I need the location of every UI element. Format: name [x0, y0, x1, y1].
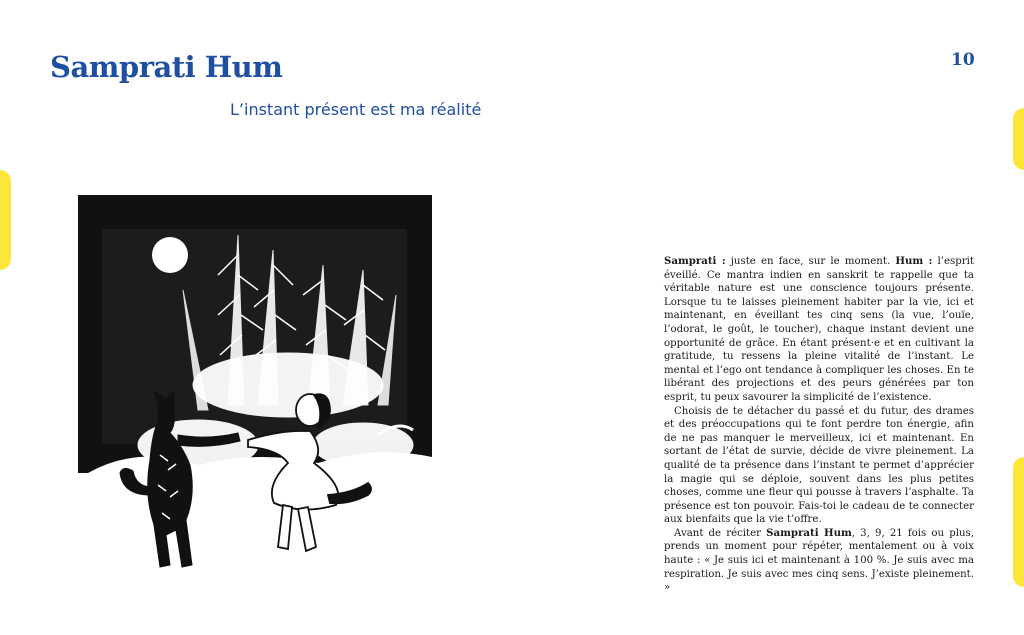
paragraph-2: Choisis de te détacher du passé et du futur, des drames et des préoccupations qui te font perdre ton énergie, afin de ne pas manquer le merveilleux, ici et maintenant. En sortant de l’état de survie, décide de vivre pleinement. La qualité de ta présence dans l’instant te permet d’apprécier la magie qui se déploie, souvent dans les plus petites choses, comme une fleur qui pousse à travers l’asphalte. Ta présence est ton pouvoir. Fais-toi le cadeau de te connecter aux bienfaits que la vie t’offre.	[664, 405, 974, 526]
moon-dance-illustration-icon	[78, 195, 432, 575]
yellow-tab-right-top	[1013, 108, 1024, 170]
page-subtitle: L’instant présent est ma réalité	[230, 100, 482, 119]
yellow-tab-right-bottom	[1013, 457, 1024, 587]
term-hum: Hum :	[895, 255, 933, 267]
paragraph-1: Samprati : juste en face, sur le moment. Hum : l’esprit éveillé. Ce mantra indien en sanskrit te rappelle que ta véritable nature est une conscience toujours présente. Lorsque tu te laisses pleinement habiter par la vie, ici et maintenant, en éveillant tes cinq sens (la vue, l’ouïe, l’odorat, le goût, le toucher), chaque instant devient une opportunité de grâce. En étant présent·e et en cultivant la gratitude, tu ressens la pleine vitalité de l’instant. Le mental et l’ego ont tendance à compliquer les choses. En te libérant des projections et des peurs générées par ton esprit, tu peux savourer la simplicité de l’existence.	[664, 255, 974, 403]
page-title: Samprati Hum	[50, 50, 283, 84]
yellow-tab-left	[0, 170, 11, 270]
body-text	[664, 255, 974, 595]
page-number: 10	[951, 50, 975, 70]
paragraph-3: Avant de réciter Samprati Hum, 3, 9, 21 fois ou plus, prends un moment pour répéter, mentalement ou à voix haute : « Je suis ici et maintenant à 100 %. Je suis avec ma respiration. Je suis avec mes cinq sens. J’existe pleinement. »	[664, 526, 974, 594]
term-samprati-hum: Samprati Hum	[766, 526, 852, 539]
term-samprati: Samprati :	[664, 255, 726, 267]
moon-icon	[152, 237, 188, 273]
